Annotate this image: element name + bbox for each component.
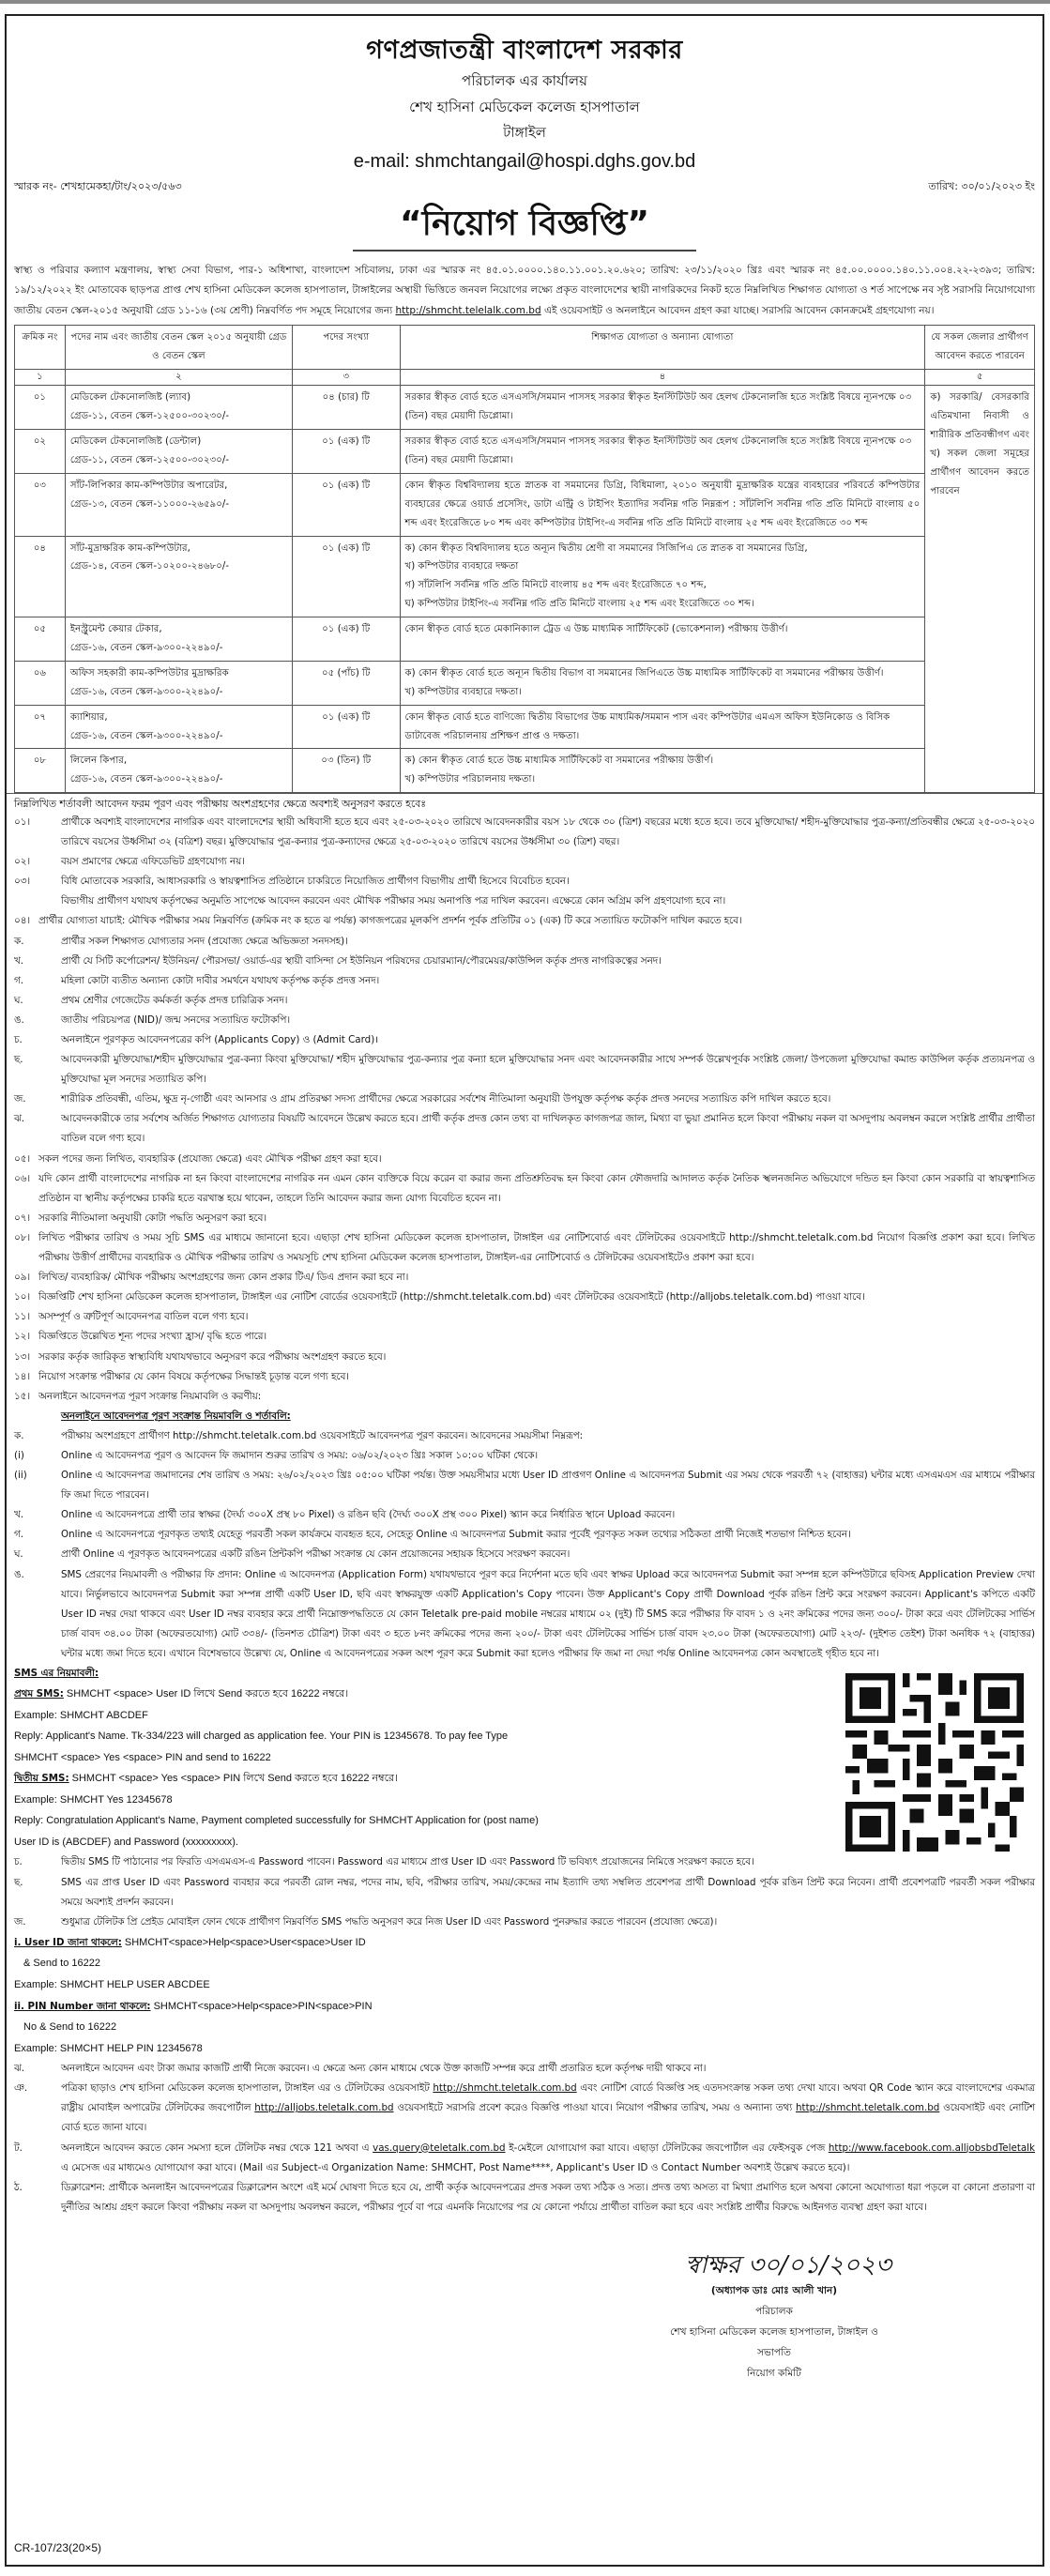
header-post-name: পদের নাম এবং জাতীয় বেতন স্কেল ২০১৫ অনুযায়ী গ্রেড ও বেতন স্কেল bbox=[65, 326, 292, 370]
condition-03-continued: বিভাগীয় প্রার্থীগণ যথাযথ কর্তৃপক্ষের অনুমতি সাপেক্ষে আবেদন করবেন এবং মৌখিক পরীক্ষার সময় অনাপত্তি পত্র দাখিল করবেন। এক্ষেত্রে কোন অগ্রিম কপি গ্রহণযোগ্য হবে না। bbox=[61, 895, 726, 907]
document-item bbox=[14, 1030, 1035, 1050]
serial-cell: ০১ bbox=[15, 386, 66, 430]
top-border-bar bbox=[0, 0, 1050, 4]
institution-name: শেখ হাসিনা মেডিকেল কলেজ হাসপাতাল bbox=[409, 98, 640, 115]
table-row bbox=[15, 749, 1035, 793]
qualification-cell bbox=[400, 430, 925, 474]
item-text: প্রথম শ্রেণীর গেজেটেড কর্মকর্তা কর্তৃক প্রদত্ত চারিত্রিক সনদ। bbox=[61, 994, 288, 1006]
pin-recovery-line bbox=[14, 1996, 1035, 2018]
post-grade: গ্রেড-১১, বেতন স্কেল-১২৫০০-৩০২৩০/- bbox=[69, 411, 230, 422]
notice-title-text: “নিয়োগ বিজ্ঞপ্তি” bbox=[353, 202, 696, 252]
condition-number: ০২। bbox=[14, 856, 31, 868]
signature-block bbox=[633, 2251, 915, 2384]
post-cell bbox=[65, 536, 292, 617]
condition-number: ১৪। bbox=[14, 1370, 31, 1382]
post-cell bbox=[65, 749, 292, 793]
table-row bbox=[15, 617, 1035, 662]
item-text: SMS প্রেরণের নিয়মাবলী ও পরীক্ষার ফি প্রদান: Online এ আবেদনপত্র (Application Form) যথাযথভাবে পূরণ করে নির্দেশনা মতে ছবি এবং স্বাক্ষর Upload করে আবেদনপত্র Submit করা সম্পন্ন হলে কম্পিউটারে ছবিসহ Application Preview দেখা যাবে। নির্ভুলভাবে আবেদনপত্র Submit করা সম্পন্ন প্রার্থী একটি User ID, ছবি এবং স্বাক্ষরযুক্ত একটি Application's Copy পাবেন। উক্ত Applicant's Copy প্রার্থী Download পূর্বক রঙিন প্রিন্ট করে সংরক্ষণ করবেন। Applicant's কপিতে একটি User ID নম্বর দেয়া থাকবে এবং User ID নম্বর ব্যবহার করে প্রার্থী নিম্নোক্তপদ্ধতিতে যে কোন Teletalk pre-paid mobile নম্বরের মাধ্যমে ০২ (দুই) টি SMS করে পরীক্ষার ফি বাবদ ১ ও ২নং ক্রমিকের পদের জন্য ৩০০/- টাকা করে এবং টেলিটকের সার্ভিস চার্জ বাবদ ৩৪.০০ টাকা (অফেরতযোগ্য) মোট ৩৩৪/- (তিনশত চৌত্রিশ) টাকা এবং ৩ হতে ৮নং ক্রমিকের পদের জন্য ২০০/- টাকা এবং টেলিটকের সার্ভিস চার্জ বাবদ ২৩.০০ টাকা (অফেরতযোগ্য) মোট ২২৩/- (দুইশত তেইশ) টাকা অনধিক ৭২ (বাহাত্তর) ঘন্টার মধ্যে জমা দিতে হবে। এখানে বিশেষভাবে উল্লেখ্য যে, Online এ আবেদনপত্রের সকল অংশ পূরণ করে Submit করা হলেও পরীক্ষার ফি জমা না দেয়া পর্যন্ত Online আবেদনপত্র কোন অবস্থাতেই গৃহীত হবে না। bbox=[61, 1568, 1035, 1659]
item-text: পরীক্ষায় অংশগ্রহণে প্রার্থীগণ http://shmcht.teletalk.com.bd ওয়েবসাইটে আবেদনপত্র পূরণ করবেন। আবেদনের সময়সীমা নিম্নরূপ: bbox=[61, 1429, 584, 1441]
serial-cell: ০৩ bbox=[15, 473, 66, 536]
item-letter: ক. bbox=[14, 935, 24, 947]
post-name: অফিস সহকারী কাম-কম্পিউটার মুদ্রাক্ষরিক bbox=[69, 667, 229, 678]
serial-cell: ০৮ bbox=[15, 749, 66, 793]
condition-number: ০৭। bbox=[14, 1212, 31, 1224]
qualification-cell bbox=[400, 749, 925, 793]
column-number: ১ bbox=[15, 370, 66, 386]
condition-number: ০৫। bbox=[14, 1152, 31, 1165]
sms-rule bbox=[14, 1913, 1035, 1932]
post-cell bbox=[65, 661, 292, 705]
condition-07 bbox=[14, 1209, 1035, 1228]
qualification-cell bbox=[400, 473, 925, 536]
condition-13 bbox=[14, 1348, 1035, 1367]
column-number-row bbox=[15, 370, 1035, 386]
online-rule bbox=[14, 1525, 1035, 1545]
header-serial: ক্রমিক নং bbox=[15, 326, 66, 370]
post-grade: গ্রেড-১৪, বেতন স্কেল-১০২০০-২৪৬৮০/- bbox=[69, 561, 230, 572]
table-row bbox=[15, 386, 1035, 430]
qualification-line: কোন স্বীকৃত বোর্ড হতে বাণিজ্যে দ্বিতীয় বিভাগের উচ্চ মাধ্যমিক/সমমান পাস এবং কম্পিউটার এমএস অফিস ইউনিকোড ও বিসিক ডাটাবেজ পরিচালনায় প্রশিক্ষণ প্রাপ্ত ও দক্ষতা। bbox=[404, 711, 890, 741]
notice-title bbox=[14, 202, 1035, 252]
item-text: প্রার্থীর সকল শিক্ষাগত যোগ্যতার সনদ (প্রযোজ্য ক্ষেত্রে অভিজ্ঞতা সনদসহ)। bbox=[61, 935, 348, 947]
item-text: Online এ আবেদনপত্র জমাদানের শেষ তারিখ ও সময়: ২৬/০২/২০২৩ খ্রিঃ ০৫:০০ ঘটিকা পর্যন্ত। উক্ত সময়সীমার মধ্যে User ID প্রাপ্তগণ Online এ আবেদনপত্র Submit এর সময় থেকে পরবর্তী ৭২ (বাহাত্তর) ঘন্টার মধ্যে এসএমএস এর মাধ্যমে পরীক্ষার ফি জমা দিতে পারবেন। bbox=[61, 1470, 1035, 1501]
online-rule bbox=[14, 1426, 1035, 1446]
condition-12 bbox=[14, 1327, 1035, 1347]
condition-05 bbox=[14, 1150, 1035, 1169]
post-grade: গ্রেড-১৬, বেতন স্কেল-৯৩০০-২২৪৯০/- bbox=[69, 774, 223, 785]
count-cell: ০১ (এক) টি bbox=[293, 705, 400, 749]
item-text: মহিলা কোটা ব্যতীত অন্যান্য কোটা দাবীর সমর্থনে যথাযথ কর্তৃপক্ষ কর্তৃক প্রদত্ত সনদ। bbox=[61, 974, 380, 986]
post-grade: গ্রেড-১৬, বেতন স্কেল-৯৩০০-২২৪৯০/- bbox=[69, 643, 223, 654]
qualification-line: খ) কম্পিউটার ব্যবহারে দক্ষতা। bbox=[404, 686, 522, 697]
condition-number: ১৫। bbox=[14, 1390, 31, 1402]
item-letter: ঝ. bbox=[14, 2063, 25, 2075]
qualification-line: ঘ) কম্পিউটার টাইপিং-এ সর্বনিম্ন গতি প্রতি মিনিটে বাংলায় ২৫ শব্দ এবং ইংরেজিতে ৩০ শব্দ। bbox=[404, 599, 754, 610]
document-item bbox=[14, 1050, 1035, 1090]
item-letter: খ. bbox=[14, 954, 24, 967]
shmcht-website-link[interactable]: http://shmcht.teletalk.com.bd bbox=[796, 2102, 940, 2114]
qualification-line: কোন স্বীকৃত বোর্ড হতে মেকানিক্যাল ট্রেড এ উচ্চ মাধ্যমিক সার্টিফিকেট (ভোকেশনাল) পরীক্ষায় উত্তীর্ণ। bbox=[404, 624, 788, 635]
document-header bbox=[14, 33, 1035, 176]
item-letter: গ. bbox=[14, 1529, 24, 1541]
item-letter: ঘ. bbox=[14, 994, 23, 1006]
header-post-count: পদের সংখ্যা bbox=[293, 326, 400, 370]
document-item bbox=[14, 1011, 1035, 1030]
first-sms-label: প্রথম SMS: bbox=[14, 1688, 64, 1700]
text-part: অনলাইনে আবেদন করতে কোন সমস্যা হলে টেলিটক নম্বর থেকে 121 অথবা এ bbox=[61, 2142, 373, 2154]
qualification-cell bbox=[400, 386, 925, 430]
handwritten-signature: স্বাক্ষর ৩০/০১/২০২৩ bbox=[685, 2250, 891, 2279]
pin-recovery-send: No & Send to 16222 bbox=[23, 2021, 117, 2034]
first-sms-reply-2: SHMCHT <space> Yes <space> PIN and send to 16222 bbox=[14, 1751, 271, 1763]
post-grade: গ্রেড-১৬, বেতন স্কেল-৯৩০০-২২৪৯০/- bbox=[69, 730, 223, 741]
qualification-line: ক) কোন স্বীকৃত বোর্ড হতে উচ্চ মাধ্যমিক সার্টিফিকেট বা সমমানের পরীক্ষায় উত্তীর্ণ। bbox=[404, 755, 714, 767]
item-text: প্রার্থী Online এ পূরণকৃত আবেদনপত্রের একটি রঙিন প্রিন্টকপি পরীক্ষা সংক্রান্ত যে কোন প্রয়োজনের সহায়ক হিসেবে সংরক্ষণ করবেন। bbox=[61, 1548, 571, 1561]
sms-rule bbox=[14, 2178, 1035, 2218]
column-number: ৫ bbox=[925, 370, 1035, 386]
condition-02 bbox=[14, 852, 1035, 872]
text-part: পত্রিকা ছাড়াও শেখ হাসিনা মেডিকেল কলেজ হাসপাতাল, টাঙ্গাইল এর ও টেলিটকের ওয়েবসাইট bbox=[61, 2082, 434, 2095]
document-item bbox=[14, 952, 1035, 971]
item-letter: (ii) bbox=[14, 1470, 27, 1482]
item-text: শারীরিক প্রতিবন্ধী, এতিম, ক্ষুদ্র নৃ-গোষ্ঠী এবং আনসার ও গ্রাম প্রতিরক্ষা সদস্য প্রার্থীদের ক্ষেত্রে সরকারের সর্বশেষ নীতিমালা অনুযায়ী উপযুক্ত কর্তৃপক্ষ কর্তৃক প্রদত্ত সনদের সত্যায়িত কপি দাখিল করতে হবে। bbox=[61, 1093, 831, 1105]
first-sms-reply: Reply: Applicant's Name. Tk-334/223 will charged as application fee. Your PIN is 12345678. To pay fee Type bbox=[14, 1730, 509, 1743]
serial-cell: ০৭ bbox=[15, 705, 66, 749]
condition-text: বয়স প্রমাণের ক্ষেত্রে এফিডেভিট গ্রহণযোগ্য নয়। bbox=[61, 856, 245, 868]
item-letter: ঙ. bbox=[14, 1014, 24, 1026]
condition-text: অনলাইনে আবেদনপত্র পূরণ সংক্রান্ত নিয়মাবলি ও করণীয়: bbox=[38, 1390, 262, 1402]
text-part: এ মেসেজ এর মাধ্যমেও যোগাযোগ করা যাবে। (Mail এর Subject-এ Organization Name: SHMCHT, Post Name****, Applicant's User ID ও Contact Number অবশ্যই উল্লেখ করতে হবে)। bbox=[61, 2161, 850, 2173]
count-cell: ০৪ (চার) টি bbox=[293, 386, 400, 430]
condition-04 bbox=[14, 911, 1035, 931]
pin-recovery-text: SHMCHT<space>Help<space>PIN<space>PIN bbox=[150, 2000, 373, 2012]
signatory-role: সভাপতি bbox=[757, 2347, 791, 2359]
alljobs-website-link[interactable]: http://alljobs.teletalk.com.bd bbox=[254, 2102, 394, 2114]
item-letter: জ. bbox=[14, 1915, 26, 1928]
signatory-org: শেখ হাসিনা মেডিকেল কলেজ হাসপাতাল, টাঙ্গাইল ও bbox=[670, 2326, 878, 2339]
text-part: ওয়েবসাইট এবং নোটিশ বোর্ড হতে জানা যাবে। bbox=[61, 2102, 1035, 2134]
online-rule bbox=[14, 1505, 1035, 1525]
item-text: অনলাইনে আবেদন এবং টাকা জমার কাজটি প্রার্থী নিজে করবেন। এ ক্ষেত্রে অন্য কোন মাধ্যমে থেকে উক্ত কাজটি সম্পন্ন করে প্রার্থী প্রতারিত হলে কর্তৃপক্ষ দায়ী থাকবে না। bbox=[61, 2063, 707, 2075]
condition-text: অসম্পূর্ণ ও ত্রুটিপূর্ণ আবেদনপত্র বাতিল বলে গণ্য হবে। bbox=[38, 1311, 249, 1323]
condition-01 bbox=[14, 813, 1035, 852]
document-item bbox=[14, 932, 1035, 952]
signatory-name: (অধ্যাপক ডাঃ মোঃ আলী খান) bbox=[710, 2285, 838, 2297]
qualification-line: ক) কোন স্বীকৃত বোর্ড হতে অন্যূন দ্বিতীয় বিভাগ বা সমমানের জিপিএতে উচ্চ মাধ্যমিক সার্টিফিকেট বা সমমানের পরীক্ষায় উত্তীর্ণ। bbox=[404, 667, 884, 678]
item-text: অনলাইনে পূরণকৃত আবেদনপত্রের কপি (Applicants Copy) ও (Admit Card)। bbox=[61, 1034, 379, 1046]
item-text: দ্বিতীয় SMS টি পাঠানোর পর ফিরতি এসএমএস-এ Password পাবেন। Password এর মাধ্যমে প্রাপ্ত User ID এবং Password টি ভবিষ্যৎ প্রয়োজনের নিমিত্তে সংরক্ষণ করতে হবে। bbox=[61, 1856, 754, 1868]
item-letter: ট. bbox=[14, 2142, 23, 2154]
condition-text: যদি কোন প্রার্থী বাংলাদেশের নাগরিক না হন কিংবা বাংলাদেশের নাগরিক নন এমন কোন ব্যক্তিকে বিয়ে করেন বা করার জন্য প্রতিশ্রুতিবদ্ধ হন কিংবা কোন ফৌজদারি আদালত কর্তৃক নৈতিক স্খলনজনিত অভিযোগে দন্ডিত হন কিংবা কোন সরকারি বা স্বায়ত্বশাসিত প্রতিষ্ঠান বা স্থানীয় কর্তৃপক্ষের চাকরি হতে বরখাস্ত হয়ে থাকেন, তাহলে তিনি আবেদন করার জন্য যোগ্য বিবেচিত হবেন না। bbox=[38, 1172, 1035, 1204]
condition-number: ১১। bbox=[14, 1311, 31, 1323]
count-cell: ০১ (এক) টি bbox=[293, 536, 400, 617]
post-grade: গ্রেড-১১, বেতন স্কেল-১২৫০০-৩০২৩০/- bbox=[69, 455, 230, 465]
post-name: মেডিকেল টেকনোলজিষ্ট (ডেন্টাল) bbox=[69, 436, 202, 448]
document-item bbox=[14, 971, 1035, 991]
signatory-committee: নিয়োগ কমিটি bbox=[747, 2368, 801, 2380]
userid-recovery-text: SHMCHT<space>Help<space>User<space>User ID bbox=[121, 1936, 366, 1948]
condition-number: ১২। bbox=[14, 1331, 31, 1343]
sms-rules-section bbox=[14, 1664, 1035, 2218]
item-text bbox=[61, 2139, 1035, 2178]
intro-text: স্বাস্থ্য ও পরিবার কল্যাণ মন্ত্রণালয়, স্বাস্থ্য সেবা বিভাগ, পার-১ অধিশাখা, বাংলাদেশ সচিবালয়, ঢাকা এর স্মারক নং ৪৫.০১.০০০০.১৪০.১১.০০১.২০.৬২০; তারিখ: ২৩/১১/২০২০ খ্রিঃ এবং স্মারক নং ৪৫.০০.০০০০.১৪০.১১.০০৪.২২-২৩৯৩; তারিখ: ১৯/১২/২০২২ ইং মোতাবেক ছাড়পত্র প্রাপ্ত শেখ হাসিনা মেডিকেল কলেজ হাসপাতাল, টাঙ্গাইলের অস্থায়ী ভিত্তিতে জনবল নিয়োগের লক্ষ্যে প্রকৃত বাংলাদেশের স্থায়ী নাগরিকদের নিকট হতে নিম্নলিখিত শিক্ষাগত যোগ্যতা ও শর্ত সাপেক্ষে নব সৃষ্ট সরাসরি নিয়োগযোগ্য জাতীয় বেতন স্কেল-২০১৫ অনুযায়ী গ্রেড ১১-১৬ (৩য় শ্রেণী) নিম্নবর্ণিত পদ সমূহে নিয়োগের জন্য bbox=[14, 264, 1035, 316]
post-cell bbox=[65, 473, 292, 536]
second-sms-example: Example: SHMCHT Yes 12345678 bbox=[14, 1793, 173, 1806]
condition-number: ০১। bbox=[14, 815, 31, 828]
condition-11 bbox=[14, 1307, 1035, 1327]
item-letter: চ. bbox=[14, 1034, 23, 1046]
sms-rule bbox=[14, 2059, 1035, 2079]
item-text: আবেদনকারী মুক্তিযোদ্ধা/শহীদ মুক্তিযোদ্ধার পুত্র-কন্যা কিংবা মুক্তিযোদ্ধা/ শহীদ মুক্তিযোদ্ধার পুত্র-কন্যার পুত্র কন্যা হলে মুক্তিযোদ্ধার সনদ এবং আবেদনকারীর সাথে সম্পর্ক উল্লেখপূর্বক সংশ্লিষ্ট জেলা/ উপজেলা মুক্তিযোদ্ধা কমান্ড কাউন্সিল কর্তৃক প্রত্যয়নপত্র ও মুক্তিযোদ্ধা মূল সনদের সত্যায়িত কপি। bbox=[61, 1054, 1035, 1086]
document-item bbox=[14, 1109, 1035, 1149]
serial-cell: ০৪ bbox=[15, 536, 66, 617]
condition-text: প্রার্থীকে অবশ্যই বাংলাদেশের নাগরিক এবং বাংলাদেশের স্থায়ী অধিবাসী হতে হবে এবং ২৫-০৩-২০২০ তারিখে আবেদনকারীর বয়স ১৮ থেকে ৩০ (ত্রিশ) বছরের মধ্যে হতে হবে। তবে মুক্তিযোদ্ধা/ শহীদ-মুক্তিযোদ্ধার পুত্র-কন্যা/প্রতিবন্ধীর ক্ষেত্রে ২৫-০৩-২০২০ তারিখে বয়সের উর্ধ্বসীমা ৩২ (বত্রিশ) বছর। মুক্তিযোদ্ধার পুত্র-কন্যার পুত্র-কন্যাদের ক্ষেত্রে ২৫-০৩-২০২০ তারিখে বয়সের উর্ধ্বসীমা ৩০ (ত্রিশ) বছর। bbox=[61, 815, 1035, 848]
sms-rule bbox=[14, 2139, 1035, 2178]
table-header-row bbox=[15, 326, 1035, 370]
posts-table bbox=[14, 325, 1035, 793]
pin-recovery-label: ii. PIN Number জানা থাকলে: bbox=[14, 2000, 151, 2012]
memo-date: তারিখ: ৩০/০১/২০২৩ ইং bbox=[928, 180, 1035, 193]
item-letter: খ. bbox=[14, 1509, 24, 1521]
item-text: Online এ আবেদনপত্র পূরণ ও আবেদন ফি জমাদান শুরুর তারিখ ও সময়: ০৬/০২/২০২৩ খ্রিঃ সকাল ১০:০০ ঘটিকা থেকে। bbox=[61, 1449, 539, 1461]
qr-code-icon[interactable] bbox=[845, 1673, 1024, 1852]
second-sms-label: দ্বিতীয় SMS: bbox=[14, 1773, 69, 1785]
condition-text: সকল পদের জন্য লিখিত, ব্যবহারিক (প্রযোজ্য ক্ষেত্রে) এবং মৌখিক পরীক্ষা গ্রহণ করা হবে। bbox=[38, 1152, 382, 1165]
qualification-line: সরকার স্বীকৃত বোর্ড হতে এসএসসি/সমমান পাসসহ সরকার স্বীকৃত ইনস্টিটিউট অব হেলথ টেকনোলজি হতে সংশ্লিষ্ট বিষয়ে ন্যূনপক্ষে ০৩ (তিন) বছর মেয়াদী ডিপ্লোমা। bbox=[404, 436, 912, 465]
sms-rule bbox=[14, 1852, 1035, 1872]
item-letter: ঙ. bbox=[14, 1568, 24, 1580]
userid-recovery-label: i. User ID জানা থাকলে: bbox=[14, 1936, 122, 1948]
qualification-line: সরকার স্বীকৃত বোর্ড হতে এসএসসি/সমমান পাসসহ সরকার স্বীকৃত ইনস্টিটিউট অব হেলথ টেকনোলজি হতে সংশ্লিষ্ট বিষয়ে ন্যূনপক্ষে ০৩ (তিন) বছর মেয়াদী ডিপ্লোমা। bbox=[404, 392, 912, 422]
post-cell bbox=[65, 430, 292, 474]
support-email-link[interactable]: vas.query@teletalk.com.bd bbox=[373, 2142, 506, 2154]
intro-website-link[interactable]: http://shmcht.telelalk.com.bd bbox=[395, 304, 541, 316]
item-letter: ছ. bbox=[14, 1876, 23, 1888]
serial-cell: ০৬ bbox=[15, 661, 66, 705]
count-cell: ০৩ (তিন) টি bbox=[293, 749, 400, 793]
item-text: জাতীয় পরিচয়পত্র (NID)/ জন্ম সনদের সত্যায়িত ফটোকপি। bbox=[61, 1014, 291, 1026]
condition-14 bbox=[14, 1367, 1035, 1387]
post-cell bbox=[65, 705, 292, 749]
condition-text: লিখিত/ ব্যবহারিক/ মৌখিক পরীক্ষায় অংশগ্রহণের জন্য কোন প্রকার টিএ/ ডিএ প্রদান করা হবে না। bbox=[38, 1272, 409, 1284]
text-part: ওয়েবসাইটে সরাসরি প্রবেশ করেও বিজ্ঞপ্তি পাওয়া যাবে। নিয়োগ পরীক্ষার তারিখ, সময় ও অন্যান্য তথ্য bbox=[393, 2102, 796, 2114]
column-number: ৩ bbox=[293, 370, 400, 386]
item-text: শুধুমাত্র টেলিটক প্রি প্রেইড মোবাইল ফোন থেকে প্রার্থীগণ নিম্নবর্ণিত SMS পদ্ধতি অনুসরণ করে নিজ User ID এবং Password পুনরুদ্ধার করতে পারবেন (প্রযোজ্য ক্ষেত্রে)। bbox=[61, 1915, 718, 1928]
condition-text: বিধি মোতাবেক সরকারি, আধাসরকারি ও স্বায়ত্বশাসিত প্রতিষ্ঠানে চাকরিতে নিয়োজিত প্রার্থীগণ বিভাগীয় প্রার্থী হিসেবে বিবেচিত হবেন। bbox=[61, 876, 570, 888]
conditions-heading: নিম্নলিখিত শর্তাবলী আবেদন ফরম পূরণ এবং পরীক্ষায় অংশগ্রহণের ক্ষেত্রে অবশ্যই অনুসরণ করতে হবেঃ bbox=[7, 793, 1042, 813]
qualification-cell bbox=[400, 536, 925, 617]
post-name: সাঁট-মুদ্রাক্ষরিক কাম-কম্পিউটার, bbox=[69, 542, 190, 554]
userid-recovery-line bbox=[14, 1932, 1035, 1954]
table-row bbox=[15, 536, 1035, 617]
facebook-page-link[interactable]: http://www.facebook.com.alljobsbdTeletalk bbox=[828, 2142, 1035, 2154]
item-text: Online এ আবেদনপত্রে প্রার্থী তার স্বাক্ষর (দৈর্ঘ্য ৩০০X প্রস্থ ৮০ Pixel) ও রঙিন ছবি (দৈর্ঘ্য ৩০০X প্রস্থ ৩০০ Pixel) স্ক্যান করে নির্ধারিত স্থানে Upload করবেন। bbox=[61, 1509, 676, 1521]
count-cell: ০১ (এক) টি bbox=[293, 430, 400, 474]
userid-recovery-send: & Send to 16222 bbox=[23, 1958, 100, 1970]
post-name: লিলেন কিপার, bbox=[69, 755, 128, 767]
text-part: ই-মেইলে যোগাযোগ করা যাবে। এছাড়া টেলিটকের জবপোর্টাল এর ফেইসবুক পেজ bbox=[505, 2142, 829, 2154]
post-cell bbox=[65, 617, 292, 662]
condition-text: সরকার কর্তৃক জারিকৃত স্বাস্থ্যবিধি যথাযথভাবে অনুসরণ করে পরীক্ষায় অংশগ্রহণ করতে হবে। bbox=[38, 1350, 387, 1363]
post-name: সাঁট-লিপিকার কাম-কম্পিউটার অপারেটর, bbox=[69, 480, 228, 491]
government-title: গণপ্রজাতন্ত্রী বাংলাদেশ সরকার bbox=[366, 36, 683, 65]
condition-number: ১০। bbox=[14, 1291, 31, 1303]
item-letter: গ. bbox=[14, 974, 24, 986]
district-name: টাঙ্গাইল bbox=[503, 124, 546, 142]
header-qualification: শিক্ষাগত যোগ্যতা ও অন্যান্য যোগ্যতা bbox=[400, 326, 925, 370]
post-grade: গ্রেড-১৬, বেতন স্কেল-৯৩০০-২২৪৯০/- bbox=[69, 686, 223, 697]
qualification-line: ক) কোন স্বীকৃত বিশ্ববিদ্যালয় হতে অন্যূন দ্বিতীয় শ্রেণী বা সমমানের সিজিপিএ তে স্নাতক বা সমমানের ডিগ্রি, bbox=[404, 542, 808, 554]
post-name: ক্যাশিয়ার, bbox=[69, 711, 108, 723]
qualification-line: কোন স্বীকৃত বিশ্ববিদ্যালয় হতে স্নাতক বা সমমানের ডিগ্রি, বিধিমালা, ২০১০ অনুযায়ী মুদ্রাক্ষরিক যন্ত্রের ব্যবহারের পরিবর্তে কম্পিউটার ব্যবহারের ক্ষেত্রে ওয়ার্ড প্রসেসিং, ডাটা এন্ট্রি ও টাইপিং ইত্যাদির সর্বনিম্ন গতি নিম্নরূপ : সাঁটলিপি সর্বনিম্ন গতি প্রতি মিনিটে বাংলায় ৫০ শব্দ এবং ইংরেজিতে ৮০ শব্দ এবং কম্পিউটার টাইপিং-এ সর্বনিম্ন গতি প্রতি মিনিটে বাংলায় ২৫ শব্দ এবং ইংরেজিতে ৩০ শব্দ bbox=[404, 480, 921, 528]
header-eligible-districts: যে সকল জেলার প্রার্থীগণ আবেদন করতে পারবেন bbox=[925, 326, 1035, 370]
table-row bbox=[15, 473, 1035, 536]
condition-number: ০৬। bbox=[14, 1172, 31, 1184]
condition-text: প্রার্থীর যোগ্যতা যাচাই: মৌখিক পরীক্ষার সময় নিম্নবর্ণিত (ক্রমিক নং ক হতে ঝ পর্যন্ত) কাগজপত্রের মূলকপি প্রদর্শন পূর্বক প্রতিটির ০১ (এক) টি করে সত্যায়িত ফটোকপি দাখিল করতে হবে। bbox=[38, 915, 742, 927]
condition-06 bbox=[14, 1169, 1035, 1209]
signatory-title: পরিচালক bbox=[755, 2306, 793, 2318]
item-text: আবেদনকারীকে তার সর্বশেষ অর্জিত শিক্ষাগত যোগ্যতার বিষয়টি আবেদনে উল্লেখ করতে হবে। প্রার্থী কর্তৃক প্রদত্ত কোন তথ্য বা দাখিলকৃত কাগজপত্র জাল, মিথ্যা বা ভুয়া প্রমানিত হলে কিংবা পরীক্ষায় নকল বা অসদুপায় অবলম্বন করলে সংশ্লিষ্ট প্রার্থীর প্রার্থীতা বাতিল বলে গণ্য হবে। bbox=[61, 1113, 1035, 1145]
second-sms-reply-2: User ID is (ABCDEF) and Password (xxxxxxxxx). bbox=[14, 1836, 238, 1848]
office-email[interactable]: e-mail: shmchtangail@hospi.dghs.gov.bd bbox=[353, 151, 696, 173]
condition-10 bbox=[14, 1288, 1035, 1307]
post-grade: গ্রেড-১৩, বেতন স্কেল-১১০০০-২৬৫৯০/- bbox=[69, 498, 230, 510]
item-text: SMS এর প্রাপ্ত User ID এবং Password ব্যবহার করে পরবর্তী রোল নম্বর, পদের নাম, ছবি, পরীক্ষার তারিখ, সময়/কেন্দ্রের নাম ইত্যাদি তথ্য সম্বলিত প্রবেশপত্র প্রার্থী Download পূর্বক রঙিন প্রিন্ট করে নিবেন। প্রার্থী প্রবেশপত্রটি পরবর্তী সকল পরীক্ষার সময়ে অবশ্যই প্রদর্শন করবেন। bbox=[61, 1876, 1035, 1908]
item-text: ডিক্লারেশন: প্রার্থীকে অনলাইন আবেদনপত্রের ডিক্লারেশন অংশে এই মর্মে ঘোষণা দিতে হবে যে, প্রার্থী কর্তৃক আবেদনপত্রের প্রদত্ত সকল তথ্য সঠিক ও সত্য। প্রদত্ত তথ্য অসত্য বা মিথ্যা প্রমাণিত হলে অথবা কোনো অযোগ্যতা ধরা পড়লে বা কোনো প্রতারণা বা দুর্নীতির আশ্রয় গ্রহণ করলে কিংবা পরীক্ষায় নকল বা অসদুপায় অবলম্বন করলে, পরীক্ষার পূর্বে বা পরে এমনকি নিয়োগের পর যে কোনো পর্যায়ে প্রার্থীতা বাতিল করা হবে এবং সংশ্লিষ্ট প্রার্থীর বিরুদ্ধে আইনগত ব্যবস্থা গ্রহণ করা যাবে। bbox=[61, 2181, 1035, 2213]
sms-rules-heading: SMS এর নিয়মাবলী: bbox=[14, 1668, 99, 1680]
serial-cell: ০৫ bbox=[15, 617, 66, 662]
table-row bbox=[15, 430, 1035, 474]
text-part: এবং নোটিশ বোর্ডে বিজ্ঞপ্তি সহ এতদসংক্রান্ত সকল তথ্য দেখা যাবে। অথবা QR Code স্ক্যান করে বাংলাদেশের একমাত্র রাষ্ট্রীয় মোবাইল অপারেটর টেলিটকের জবপোর্টাল bbox=[61, 2082, 1035, 2114]
condition-text: সরকারি নীতিমালা অনুযায়ী কোটা পদ্ধতি অনুসরণ করা হবে। bbox=[38, 1212, 267, 1224]
notice-document bbox=[5, 14, 1044, 2567]
condition-number: ০৪। bbox=[14, 915, 31, 927]
office-name: পরিচালক এর কার্যালয় bbox=[462, 71, 587, 89]
item-letter: ছ. bbox=[14, 1054, 23, 1066]
condition-number: ০৮। bbox=[14, 1231, 31, 1243]
item-letter: ঠ. bbox=[14, 2181, 23, 2193]
post-cell bbox=[65, 386, 292, 430]
item-text: Online এ আবেদনপত্রে পূরণকৃত তথ্যই যেহেতু পরবর্তী সকল কার্যক্রমে ব্যবহৃত হবে, সেহেতু Online এ আবেদনপত্র Submit করার পূর্বেই পূরণকৃত সকল তথ্যের সঠিকতা প্রার্থী নিজেই শতভাগ নিশ্চিত হবেন। bbox=[61, 1529, 851, 1541]
memo-number: স্মারক নং- শেখহামেকহা/টাং/২০২৩/৫৬৩ bbox=[14, 180, 182, 193]
second-sms-reply: Reply: Congratulation Applicant's Name, Payment completed successfully for SHMCHT Application for (post name) bbox=[14, 1815, 539, 1827]
table-row bbox=[15, 661, 1035, 705]
shmcht-website-link[interactable]: http://shmcht.teletalk.com.bd bbox=[433, 2082, 577, 2095]
memo-row bbox=[14, 178, 1035, 194]
post-name: ইনস্ট্রুমেন্ট কেয়ার টেকার, bbox=[69, 624, 162, 635]
pin-recovery-example: Example: SHMCHT HELP PIN 12345678 bbox=[14, 2042, 203, 2054]
intro-paragraph bbox=[14, 261, 1035, 322]
conditions-list bbox=[14, 813, 1035, 1664]
post-name: মেডিকেল টেকনোলজিষ্ট (ল্যাব) bbox=[69, 392, 191, 404]
online-rule bbox=[14, 1446, 1035, 1466]
condition-08 bbox=[14, 1228, 1035, 1268]
count-cell: ০১ (এক) টি bbox=[293, 617, 400, 662]
sms-rule bbox=[14, 2079, 1035, 2138]
document-item bbox=[14, 991, 1035, 1011]
column-number: ২ bbox=[65, 370, 292, 386]
condition-number: ০৯। bbox=[14, 1272, 31, 1284]
serial-cell: ০২ bbox=[15, 430, 66, 474]
intro-suffix: এই ওয়েবসাইট ও অনলাইনে আবেদন গ্রহণ করা যাচ্ছে। সরাসরি আবেদন কোনক্রমেই গ্রহণযোগ্য নয়। bbox=[540, 304, 935, 316]
condition-number: ০৩। bbox=[14, 876, 31, 888]
online-rule bbox=[14, 1466, 1035, 1505]
condition-text: বিজ্ঞপ্তিটি শেখ হাসিনা মেডিকেল কলেজ হাসপাতাল, টাঙ্গাইল এর নোটিশ বোর্ডের ওয়েবসাইটে (http://shmcht.teletalk.com.bd) এবং টেলিটকের ওয়েবসাইটে (http://alljobs.teletalk.com.bd) পাওয়া যাবে। bbox=[38, 1291, 865, 1303]
online-rule bbox=[14, 1545, 1035, 1564]
qualification-cell bbox=[400, 617, 925, 662]
userid-recovery-example: Example: SHMCHT HELP USER ABCDEE bbox=[14, 1978, 210, 1990]
count-cell: ০৫ (পাঁচ) টি bbox=[293, 661, 400, 705]
item-letter: ঝ. bbox=[14, 1113, 25, 1125]
sms-rule bbox=[14, 1873, 1035, 1913]
item-letter: চ. bbox=[14, 1856, 23, 1868]
condition-text: বিজ্ঞপ্তিতে উল্লেখিত শূন্য পদের সংখ্যা হ্রাস/ বৃদ্ধি হতে পারে। bbox=[38, 1331, 267, 1343]
first-sms-text: SHMCHT <space> User ID লিখে Send করতে হবে 16222 নম্বরে। bbox=[63, 1688, 349, 1700]
qualification-cell bbox=[400, 705, 925, 749]
item-text bbox=[61, 2079, 1035, 2138]
item-letter: জ. bbox=[14, 1093, 26, 1105]
qualification-cell bbox=[400, 661, 925, 705]
condition-03 bbox=[14, 872, 1035, 892]
condition-number: ১৩। bbox=[14, 1350, 31, 1363]
eligibility-cell: ক) সরকারি/ বেসরকারি এতিমখানা নিবাসী ও শারীরিক প্রতিবন্ধীগণ এবং খ) সকল জেলা সমূহের প্রার্থীগণ আবেদন করতে পারবেন bbox=[925, 386, 1035, 793]
condition-text: লিখিত পরীক্ষার তারিখ ও সময় সূচি SMS এর মাধ্যমে জানানো হবে। এছাড়া শেখ হাসিনা মেডিকেল কলেজ হাসপাতাল, টাঙ্গাইল এর নোটিশবোর্ড এবং টেলিটকের ওয়েবসাইটে http://shmcht.teletalk.com.bd নিয়োগ বিজ্ঞপ্তি প্রকাশ করা হবে। লিখিত পরীক্ষায় উত্তীর্ণ প্রার্থীদের ব্যবহারিক ও মৌখিক পরীক্ষার তারিখ ও সময়সূচি শেখ হাসিনা মেডিকেল কলেজ হাসপাতাল, টাঙ্গাইল-এর নোটিশবোর্ড ও টেলিটকের ওয়েবসাইটেও প্রকাশ করা হবে। bbox=[38, 1231, 1035, 1264]
qualification-line: গ) সাঁটলিপি সর্বনিম্ন গতি প্রতি মিনিটে বাংলায় ৪৫ শব্দ এবং ইংরেজিতে ৭০ শব্দ, bbox=[404, 580, 707, 591]
item-letter: (i) bbox=[14, 1449, 24, 1461]
first-sms-example: Example: SHMCHT ABCDEF bbox=[14, 1709, 148, 1721]
count-cell: ০১ (এক) টি bbox=[293, 473, 400, 536]
condition-text: নিয়োগ সংক্রান্ত পরীক্ষার যে কোন বিষয়ে কর্তৃপক্ষের সিদ্ধান্তই চূড়ান্ত বলে গণ্য হবে। bbox=[38, 1370, 349, 1382]
document-item bbox=[14, 1090, 1035, 1109]
condition-09 bbox=[14, 1268, 1035, 1288]
qualification-line: খ) কম্পিউটার ব্যবহারে দক্ষতা bbox=[404, 561, 519, 572]
online-rules-heading: অনলাইনে আবেদনপত্র পূরণ সংক্রান্ত নিয়মাবলি ও শর্তাবলি: bbox=[61, 1410, 291, 1422]
item-letter: ক. bbox=[14, 1429, 24, 1441]
item-letter: ঞ. bbox=[14, 2082, 28, 2095]
table-row bbox=[15, 705, 1035, 749]
item-letter: ঘ. bbox=[14, 1548, 23, 1561]
second-sms-text: SHMCHT <space> Yes <space> PIN লিখে Send করতে হবে 16222 নম্বরে। bbox=[68, 1773, 399, 1785]
column-number: ৪ bbox=[400, 370, 925, 386]
condition-15 bbox=[14, 1387, 1035, 1407]
online-rule bbox=[14, 1565, 1035, 1664]
footer-code: CR-107/23(20×5) bbox=[14, 2541, 102, 2555]
item-text: প্রার্থী যে সিটি কর্পোরেশন/ ইউনিয়ন/ পৌরসভা/ ওয়ার্ড-এর স্থায়ী বাসিন্দা সে ইউনিয়ন পরিষদের চেয়ারম্যান/পৌরমেয়র/কাউন্সিল কর্তৃক প্রদত্ত নাগরিকত্বের সনদ। bbox=[61, 954, 662, 967]
qualification-line: খ) কম্পিউটার পরিচালনায় দক্ষতা। bbox=[404, 774, 536, 785]
